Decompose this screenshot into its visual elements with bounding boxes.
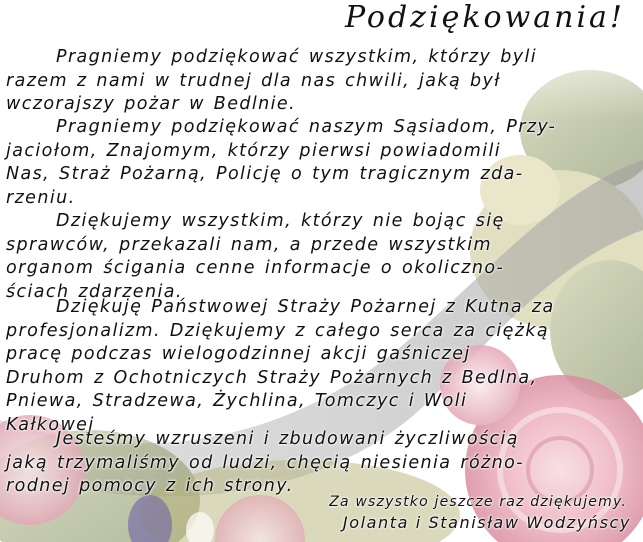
paragraph-thanks-neighbours <box>6 116 636 210</box>
signature: Jolanta i Stanisław Wodzyńscy <box>342 513 631 532</box>
text-line: Druhom z Ochotniczych Straży Pożarnych z Bedlna, <box>6 367 538 388</box>
text-line: razem z nami w trudnej dla nas chwili, jaką był <box>6 70 501 91</box>
text-line: organom ścigania cenne informacje o okoliczno- <box>6 258 505 278</box>
paragraph-thanks-fire-brigade <box>6 296 636 437</box>
text-line: ściach zdarzenia. <box>6 281 183 302</box>
page-title: Podziękowania! <box>344 0 625 35</box>
text-line: profesjonalizm. Dziękujemy z całego serca za ciężką <box>6 320 550 341</box>
text-line: rzeniu. <box>6 187 76 208</box>
text-line: jaką trzymaliśmy od ludzi, chęcią niesienia różno- <box>6 452 524 473</box>
text-line: Jesteśmy wzruszeni i zbudowani życzliwością <box>56 429 519 449</box>
text-line: Pniewa, Stradzewa, Żychlina, Tomczyc i Woli <box>6 391 468 411</box>
text-line: sprawców, przekazali nam, a przede wszystkim <box>6 234 492 255</box>
text-line: rodnej pomocy z ich strony. <box>6 476 294 496</box>
text-line: Nas, Straż Pożarną, Policję o tym tragicznym zda- <box>6 164 524 184</box>
text-line: jaciołom, Znajomym, którzy pierwsi powiadomili <box>6 140 501 161</box>
text-line: Kałkowej <box>6 414 95 435</box>
text-line: wczorajszy pożar w Bedlnie. <box>6 94 297 114</box>
text-line: Dziękuję Państwowej Straży Pożarnej z Kutna za <box>56 297 555 317</box>
text-line: pracę podczas wielogodzinnej akcji gaśniczej <box>6 344 471 364</box>
text-line: Pragniemy podziękować wszystkim, którzy byli <box>56 47 537 67</box>
text-line: Pragniemy podziękować naszym Sąsiadom, Przy- <box>56 117 557 137</box>
paragraph-thanks-all <box>6 46 636 117</box>
paragraph-gratitude <box>6 428 636 499</box>
text-line: Dziękujemy wszystkim, którzy nie bojąc się <box>56 211 505 231</box>
paragraph-thanks-informants <box>6 210 636 304</box>
closing-thanks: Za wszystko jeszcze raz dziękujemy. <box>329 494 627 510</box>
